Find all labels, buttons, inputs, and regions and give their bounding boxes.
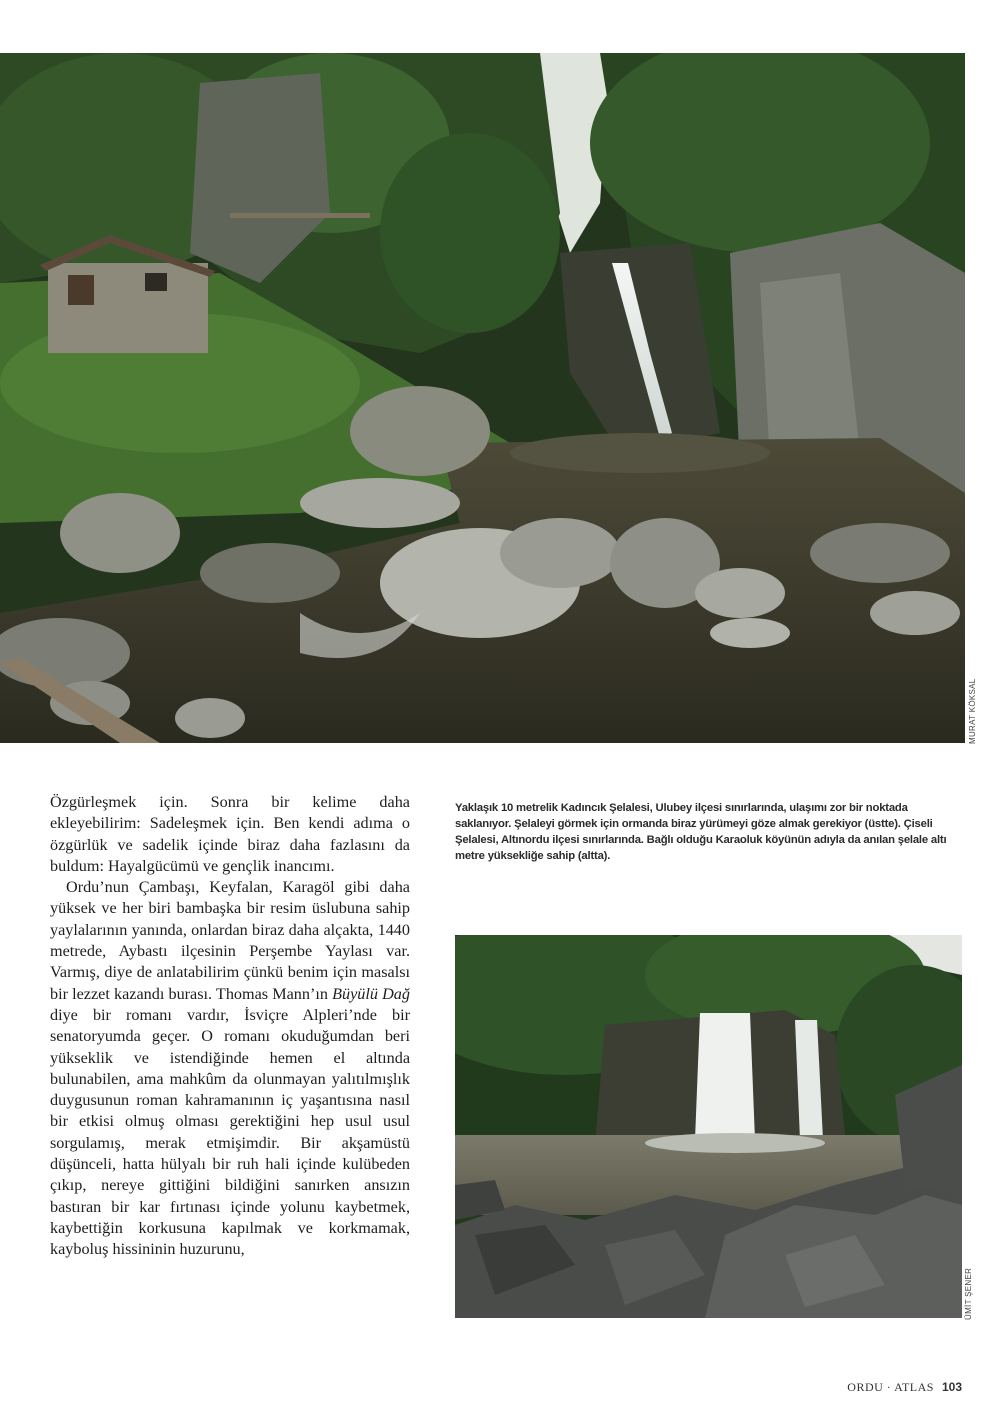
publication-name: ORDU · ATLAS <box>847 1380 934 1394</box>
page-number: 103 <box>941 1380 962 1394</box>
article-paragraph: Özgürleşmek için. Sonra bir kelime daha ekleyebilirim: Sadeleşmek için. Ben kendi adıma o özgürlük ve sadelik içinde biraz daha fazlasını da buldum: Hayalgücümü ve gençlik inancımı. <box>50 793 410 875</box>
top-photo-kadincik-waterfall <box>0 53 965 743</box>
article-body <box>50 792 410 1261</box>
photo-credit-bottom: ÜMİT ŞENER <box>964 1267 973 1320</box>
book-title: Büyülü Dağ <box>332 984 410 1003</box>
photo-caption: Yaklaşık 10 metrelik Kadıncık Şelalesi, Ulubey ilçesi sınırlarında, ulaşımı zor bir noktada saklanıyor. Şelaleyi görmek için ormanda biraz yürümeyi göze almak gerekiyor (üstte). Çiseli Şelalesi, Altınordu ilçesi sınırlarında. Bağlı olduğu Karaoluk köyünün adıyla da anılan şelale altı metre yüksekliğe sahip (altta). <box>455 802 947 862</box>
bottom-photo-ciseli-waterfall <box>455 935 962 1318</box>
page-footer <box>847 1380 962 1395</box>
article-paragraph: Ordu’nun Çambaşı, Keyfalan, Karagöl gibi daha yüksek ve her biri bambaşka bir resim üslubuna sahip yaylalarının yanında, onlardan biraz daha alçakta, 1440 metrede, Aybastı ilçesinin Perşembe Yaylası var. Varmış, diye de anlatabilirim çünkü benim için masalsı bir lezzet kazandı burası. Thomas Mann’ın Büyülü Dağ diye bir romanı vardır, İsviçre Alpleri’nde bir senatoryumda geçer. O romanı okuduğumdan beri yükseklik ve istendiğinde hemen el altında bulunabilen, ama mahkûm da olunmayan yalıtılmışlık duygusunun roman kahramanının iç yaşantısına nasıl bir etkisi olmuş olması gerektiğini hep usul usul sorgulamış, merak etmişimdir. Bir akşamüstü düşünceli, hatta hülyalı bir ruh hali içinde kulübeden çıkıp, nereye gittiğini bildiğini sanırken ansızın bastıran bir kar fırtınası içinde yolunu kaybetmek, kaybettiğin korkusuna kapılmak ve korkmamak, kayboluş hissininin huzurunu, <box>50 878 410 1259</box>
photo-credit-top: MURAT KÖKSAL <box>968 678 977 744</box>
